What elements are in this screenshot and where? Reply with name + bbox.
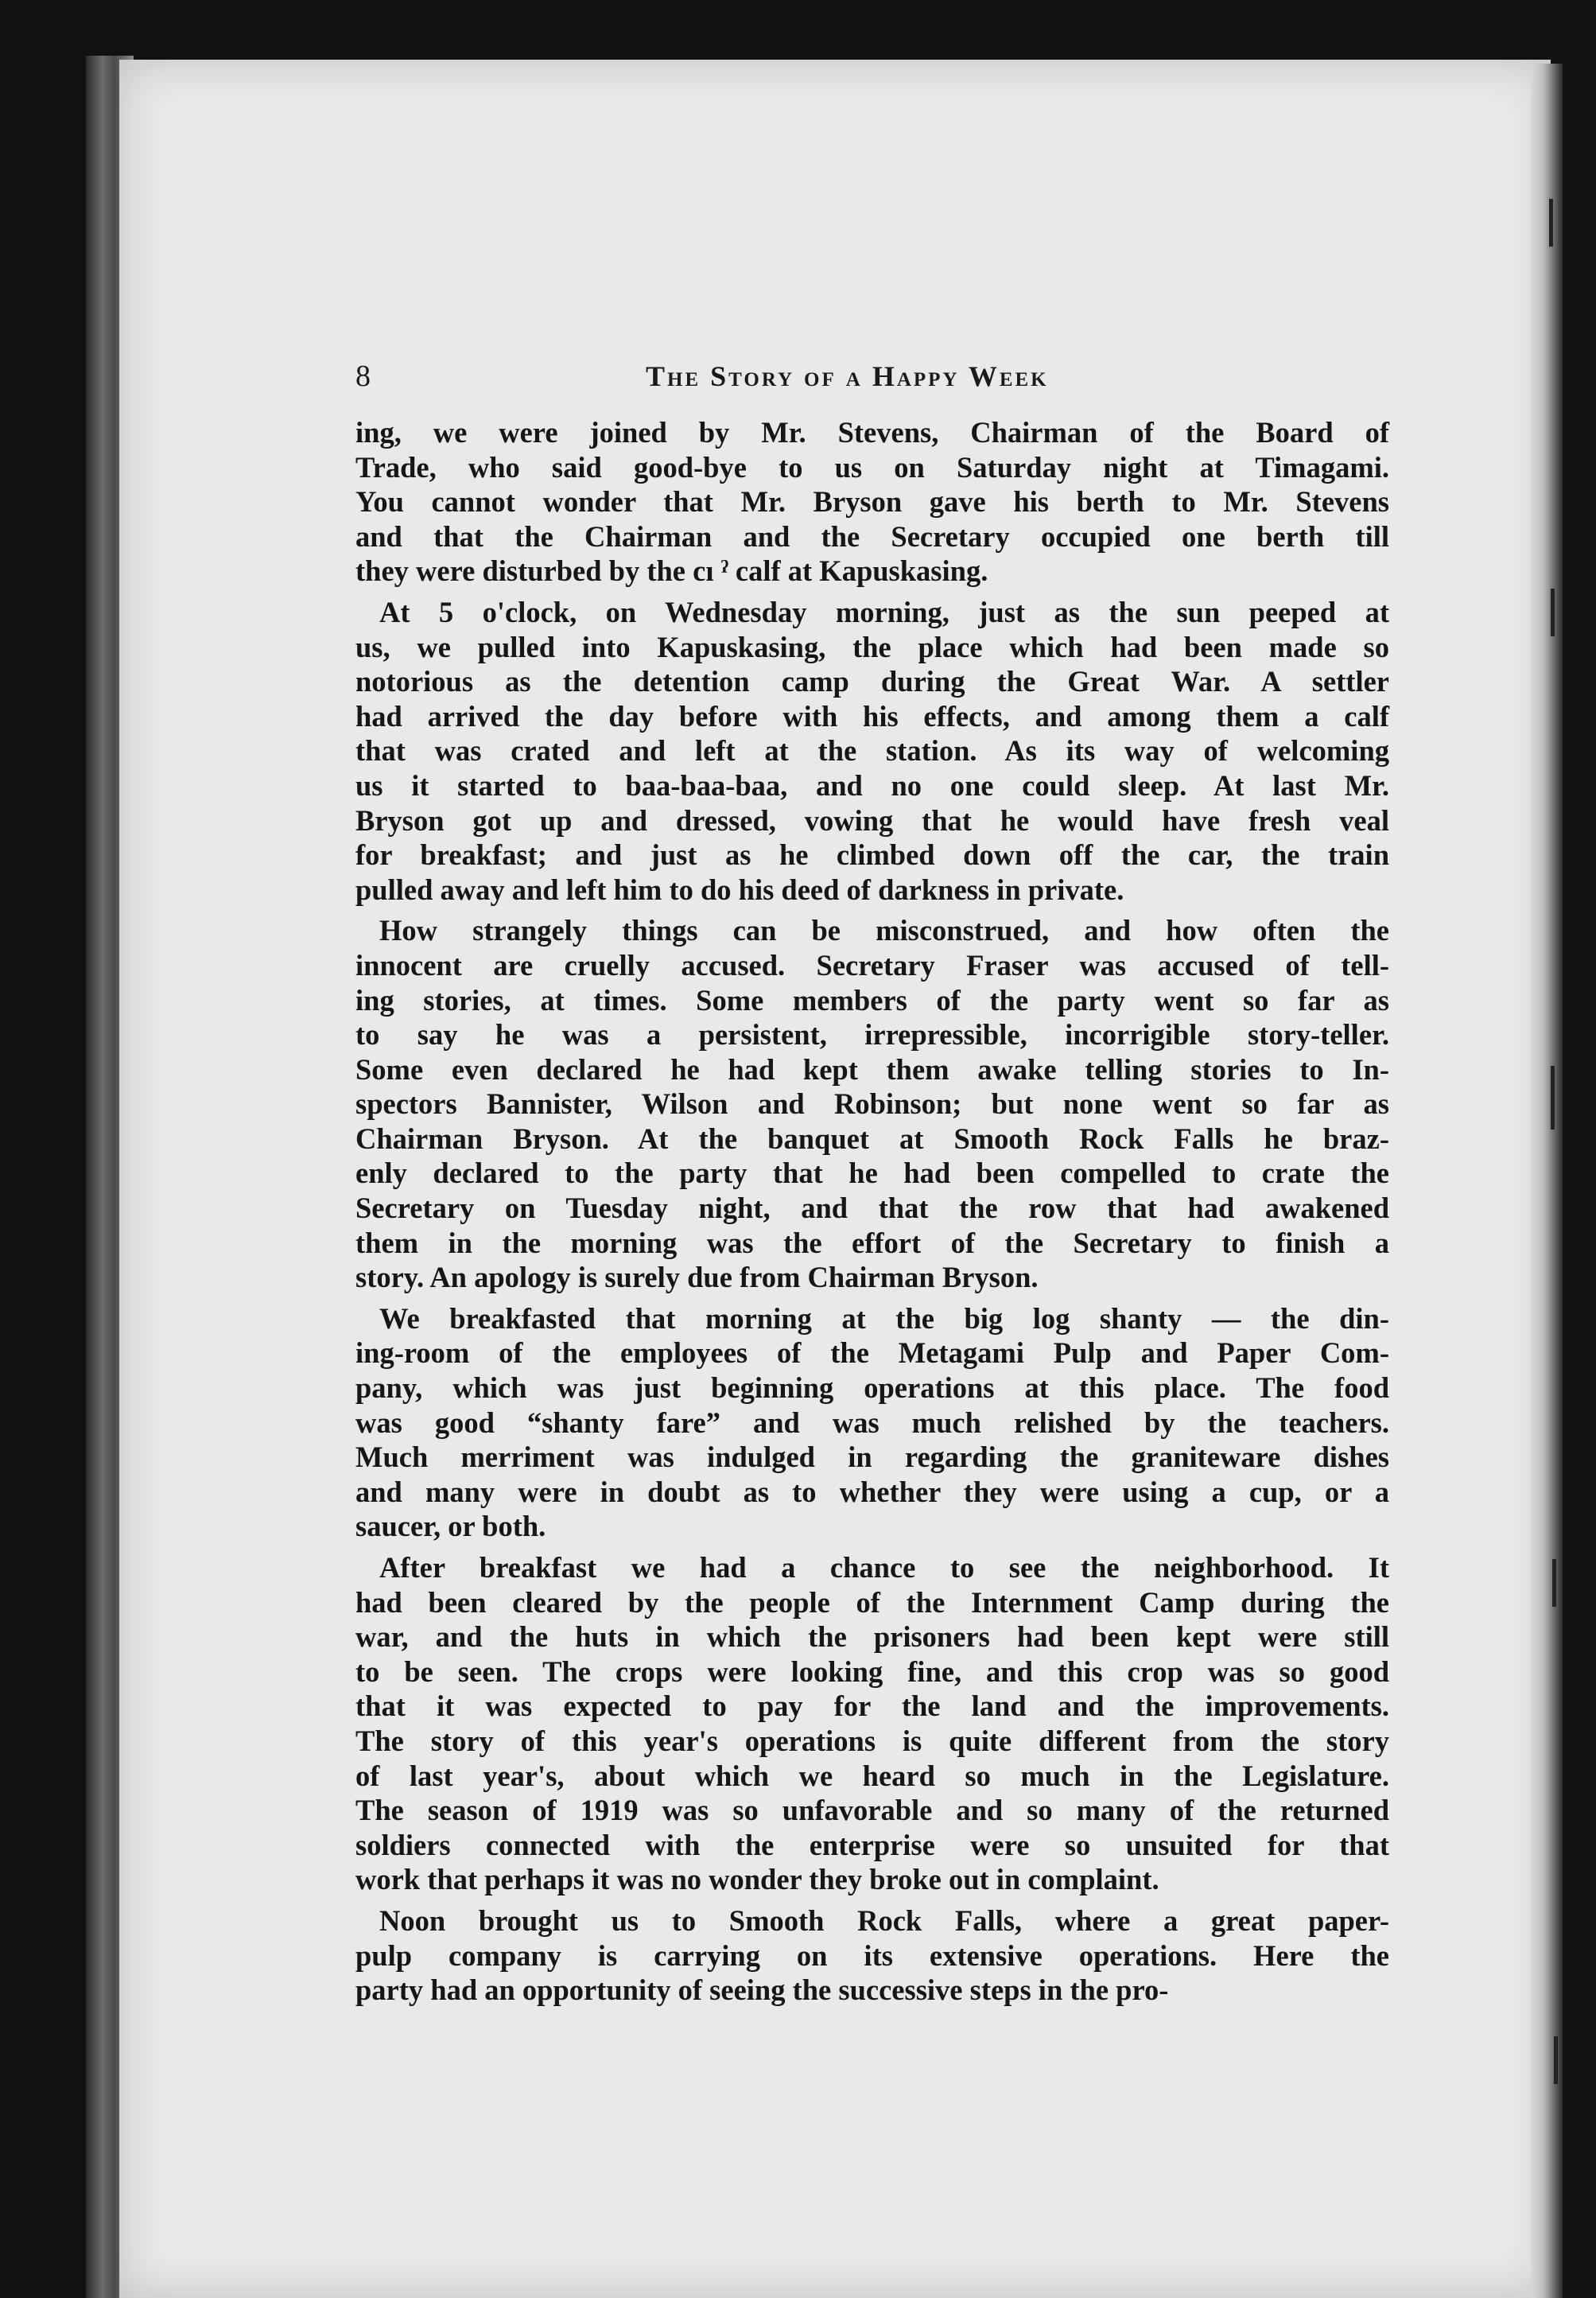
text-line: Secretary on Tuesday night, and that the row that had awakened — [355, 1192, 1389, 1225]
text-line: that was crated and left at the station. As its way of welcoming — [355, 734, 1389, 768]
edge-mark — [1551, 589, 1555, 636]
text-line: Some even declared he had kept them awake telling stories to In- — [355, 1052, 1389, 1086]
text-body — [355, 415, 1389, 2008]
text-line: of last year's, about which we heard so much in the Legislature. — [355, 1759, 1389, 1792]
text-line: party had an opportunity of seeing the successive steps in the pro- — [355, 1973, 1169, 2007]
text-line: The story of this year's operations is quite different from the story — [355, 1724, 1389, 1757]
text-line: ing stories, at times. Some members of the party went so far as — [355, 983, 1389, 1017]
text-line: they were disturbed by the cı ˀ calf at Kapuskasing. — [355, 554, 988, 588]
edge-mark — [1549, 199, 1553, 247]
text-line: At 5 o'clock, on Wednesday morning, just as the sun peeped at — [379, 595, 1389, 628]
text-line: spectors Bannister, Wilson and Robinson; but none went so far as — [355, 1087, 1389, 1121]
paragraph — [355, 1550, 1389, 1897]
edge-mark — [1551, 1066, 1555, 1130]
text-line: had arrived the day before with his effects, and among them a calf — [355, 699, 1389, 733]
text-line: had been cleared by the people of the Internment Camp during the — [355, 1585, 1389, 1619]
text-line: was good “shanty fare” and was much relished by the teachers. — [355, 1406, 1389, 1439]
text-line: saucer, or both. — [355, 1510, 546, 1543]
text-line: pulp company is carrying on its extensive operations. Here the — [355, 1938, 1389, 1972]
text-line: for breakfast; and just as he climbed down off the car, the train — [355, 838, 1389, 872]
paragraph — [355, 913, 1389, 1295]
text-line: enly declared to the party that he had been compelled to crate the — [355, 1157, 1389, 1190]
edge-mark — [1552, 1559, 1556, 1607]
page-right-edge — [1531, 64, 1563, 2298]
text-line: and many were in doubt as to whether they were using a cup, or a — [355, 1475, 1389, 1508]
text-line: After breakfast we had a chance to see the neighborhood. It — [379, 1551, 1389, 1584]
text-line: Bryson got up and dressed, vowing that he would have fresh veal — [355, 803, 1389, 837]
running-title: The Story of a Happy Week — [646, 360, 1049, 392]
text-line: notorious as the detention camp during the Great War. A settler — [355, 665, 1389, 698]
text-line: pany, which was just beginning operations at this place. The food — [355, 1371, 1389, 1405]
text-line: us it started to baa-baa-baa, and no one could sleep. At last Mr. — [355, 768, 1389, 802]
text-line: The season of 1919 was so unfavorable and so many of the returned — [355, 1794, 1389, 1827]
text-line: ing, we were joined by Mr. Stevens, Chairman of the Board of — [355, 416, 1389, 449]
text-line: Trade, who said good-bye to us on Saturday night at Timagami. — [355, 450, 1389, 484]
text-line: that it was expected to pay for the land and the improvements. — [355, 1689, 1389, 1723]
paragraph — [355, 595, 1389, 907]
page-header — [355, 356, 1151, 396]
edge-mark — [1554, 2036, 1558, 2084]
text-line: war, and the huts in which the prisoners had been kept were still — [355, 1620, 1389, 1654]
text-line: to say he was a persistent, irrepressible, incorrigible story-teller. — [355, 1018, 1389, 1052]
paragraph — [355, 1301, 1389, 1544]
text-line: Much merriment was indulged in regarding the graniteware dishes — [355, 1441, 1389, 1474]
text-line: Chairman Bryson. At the banquet at Smooth Rock Falls he braz- — [355, 1122, 1389, 1155]
paragraph — [355, 415, 1389, 589]
text-line: ing-room of the employees of the Metagami Pulp and Paper Com- — [355, 1336, 1389, 1370]
text-line: them in the morning was the effort of the Secretary to finish a — [355, 1226, 1389, 1259]
text-line: How strangely things can be misconstrued, and how often the — [379, 914, 1389, 947]
text-line: You cannot wonder that Mr. Bryson gave his berth to Mr. Stevens — [355, 485, 1389, 519]
paragraph — [355, 1903, 1389, 2008]
text-line: and that the Chairman and the Secretary occupied one berth till — [355, 519, 1389, 553]
page-number: 8 — [355, 360, 371, 393]
text-line: soldiers connected with the enterprise were so unsuited for that — [355, 1828, 1389, 1861]
text-line: work that perhaps it was no wonder they broke out in complaint. — [355, 1863, 1159, 1896]
text-line: We breakfasted that morning at the big log shanty — the din- — [379, 1301, 1389, 1335]
text-line: to be seen. The crops were looking fine, and this crop was so good — [355, 1654, 1389, 1688]
text-line: pulled away and left him to do his deed of darkness in private. — [355, 873, 1124, 906]
text-line: Noon brought us to Smooth Rock Falls, where a great paper- — [379, 1903, 1389, 1937]
text-line: innocent are cruelly accused. Secretary Fraser was accused of tell- — [355, 948, 1389, 982]
text-line: us, we pulled into Kapuskasing, the place which had been made so — [355, 630, 1389, 663]
text-line: story. An apology is surely due from Chairman Bryson. — [355, 1261, 1039, 1294]
